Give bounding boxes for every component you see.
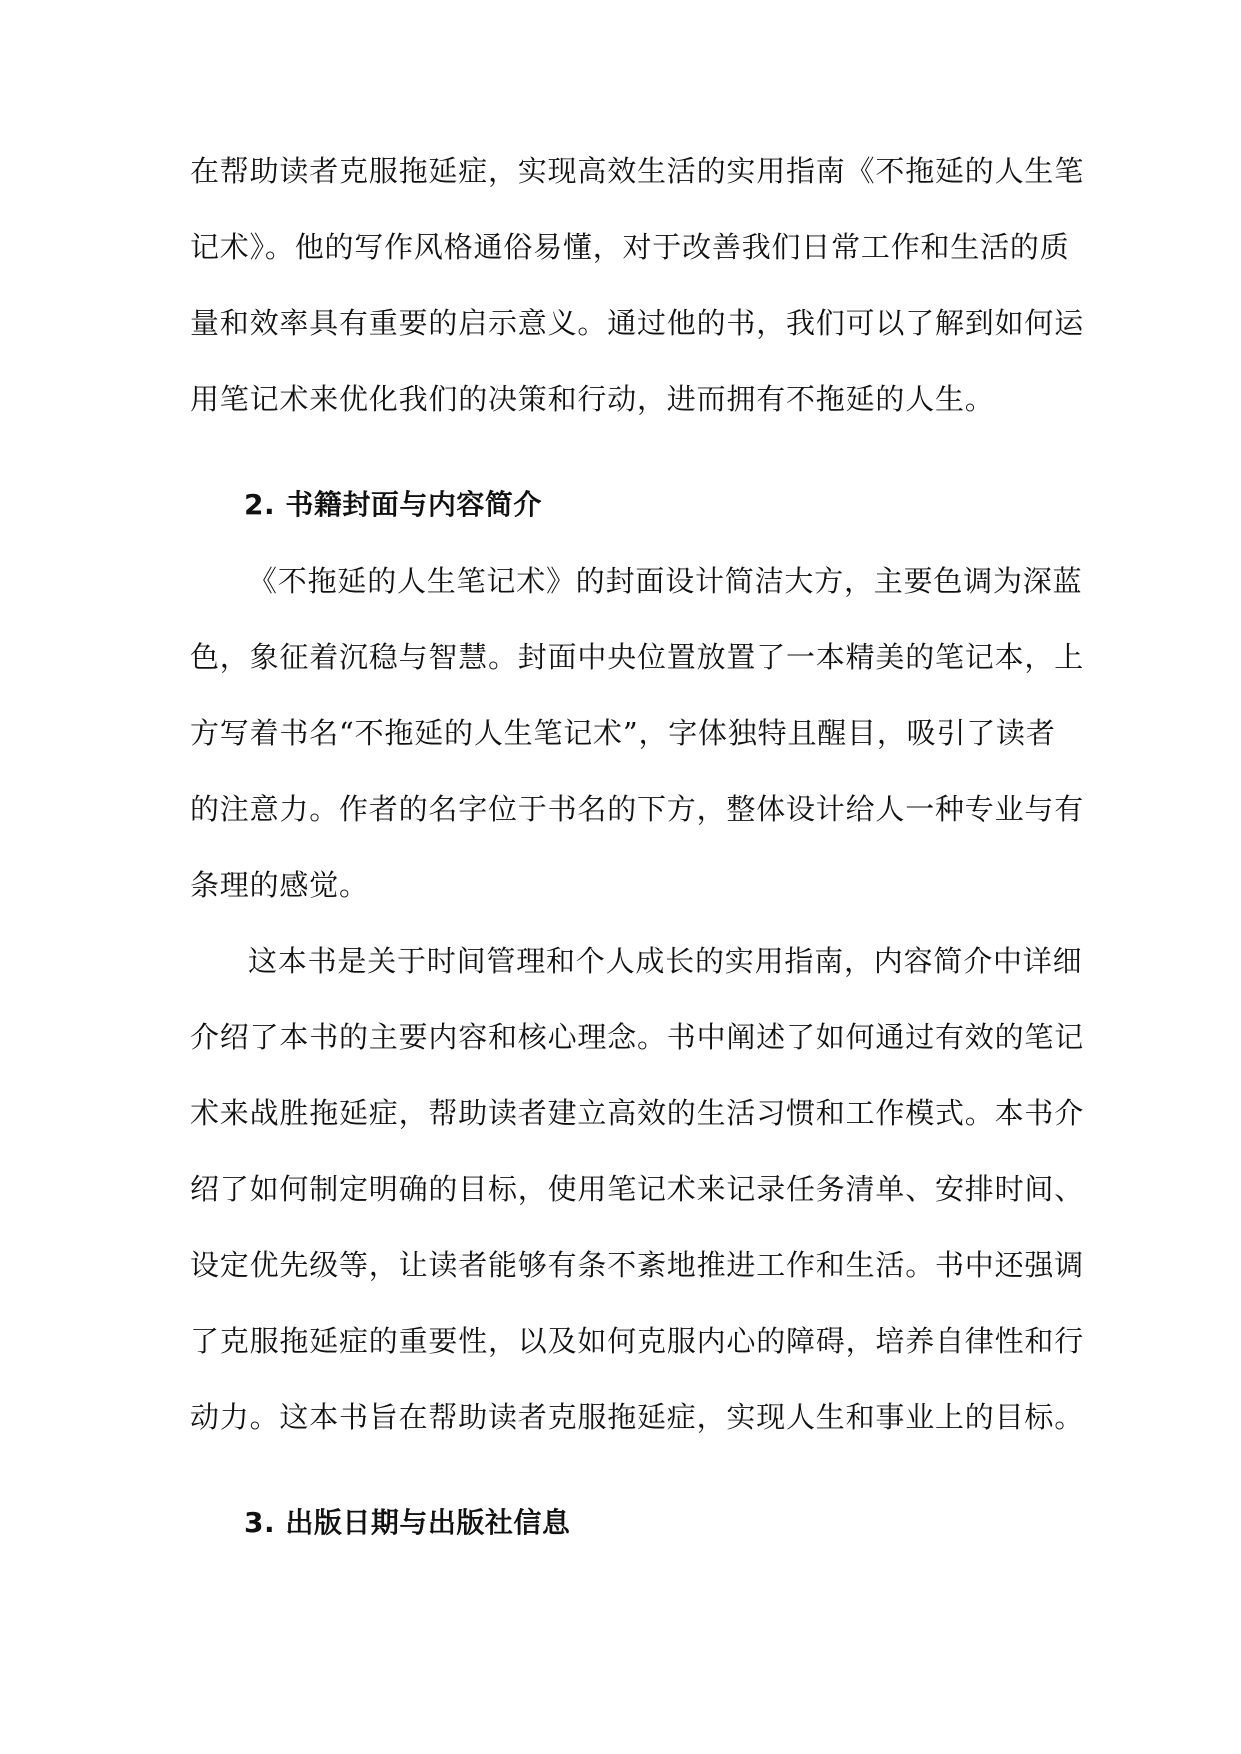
section-heading-cover: 2. 书籍封面与内容简介	[244, 488, 542, 521]
text-line: 的注意力。作者的名字位于书名的下方，整体设计给人一种专业与有	[190, 792, 1085, 826]
text-line: 《不拖延的人生笔记术》的封面设计简洁大方，主要色调为深蓝	[248, 564, 1083, 598]
text-line: 在帮助读者克服拖延症，实现高效生活的实用指南《不拖延的人生笔	[190, 154, 1085, 188]
text-line: 这本书是关于时间管理和个人成长的实用指南，内容简介中详细	[248, 944, 1083, 978]
text-line: 方写着书名“不拖延的人生笔记术”，字体独特且醒目，吸引了读者	[190, 716, 1056, 750]
text-line: 量和效率具有重要的启示意义。通过他的书，我们可以了解到如何运	[190, 306, 1085, 340]
section-heading-publication: 3. 出版日期与出版社信息	[244, 1506, 571, 1539]
paragraph-summary	[190, 923, 1085, 1455]
text-line: 记术》。他的写作风格通俗易懂，对于改善我们日常工作和生活的质	[190, 230, 1070, 264]
text-line: 绍了如何制定明确的目标，使用笔记术来记录任务清单、安排时间、	[190, 1172, 1085, 1206]
text-line: 设定优先级等，让读者能够有条不紊地推进工作和生活。书中还强调	[190, 1248, 1085, 1282]
text-line: 动力。这本书旨在帮助读者克服拖延症，实现人生和事业上的目标。	[190, 1400, 1085, 1434]
paragraph-intro	[190, 133, 1085, 437]
paragraph-cover	[190, 543, 1085, 923]
text-line: 用笔记术来优化我们的决策和行动，进而拥有不拖延的人生。	[190, 382, 995, 416]
text-line: 了克服拖延症的重要性，以及如何克服内心的障碍，培养自律性和行	[190, 1324, 1085, 1358]
text-line: 介绍了本书的主要内容和核心理念。书中阐述了如何通过有效的笔记	[190, 1020, 1085, 1054]
text-line: 条理的感觉。	[190, 868, 369, 902]
text-line: 术来战胜拖延症，帮助读者建立高效的生活习惯和工作模式。本书介	[190, 1096, 1085, 1130]
text-line: 色，象征着沉稳与智慧。封面中央位置放置了一本精美的笔记本，上	[190, 640, 1085, 674]
document-body	[190, 133, 1085, 1561]
